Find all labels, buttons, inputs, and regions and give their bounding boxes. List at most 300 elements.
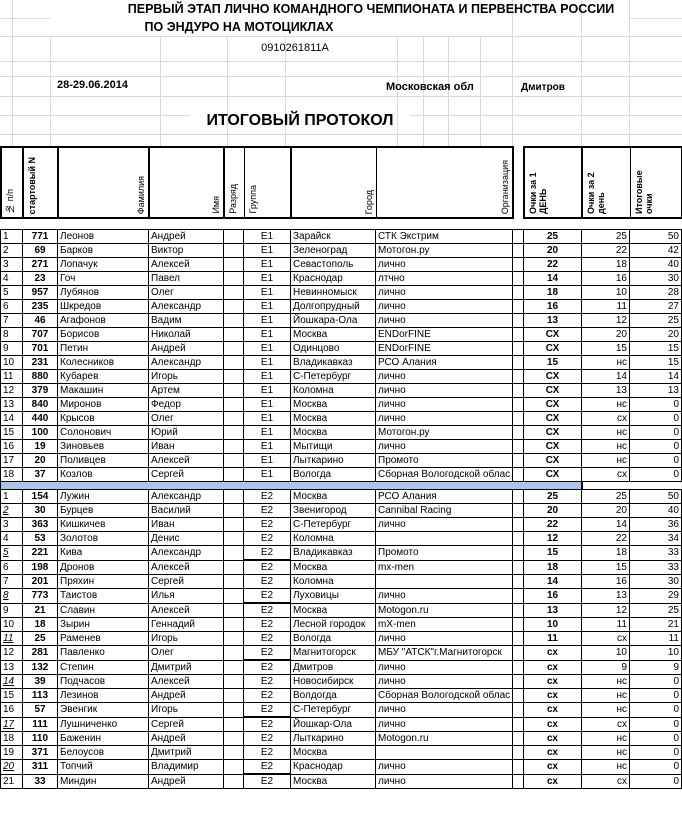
day2-points-cell: нс: [582, 689, 630, 703]
razryad-cell: [224, 660, 244, 675]
day1-points-cell: 18: [524, 560, 582, 575]
day2-points-cell: 22: [582, 532, 630, 546]
razryad-cell: [224, 589, 244, 604]
group-cell: Е1: [244, 258, 291, 272]
pos-cell: 12: [1, 384, 23, 398]
total-points-cell: 10: [630, 646, 682, 661]
lastname-cell: Гоч: [58, 272, 149, 286]
title-line-2: ПО ЭНДУРО НА МОТОЦИКЛАХ: [144, 20, 334, 34]
firstname-cell: Олег: [149, 412, 224, 426]
total-points-cell: 40: [630, 258, 682, 272]
start-number-cell: 113: [23, 689, 58, 703]
city-cell: Лыткарино: [291, 454, 376, 468]
group-cell: Е1: [244, 286, 291, 300]
razryad-cell: [224, 518, 244, 532]
org-cell: СТК Экстрим: [376, 230, 513, 244]
pos-cell: 4: [1, 272, 23, 286]
lastname-cell: Лубянов: [58, 286, 149, 300]
city-cell: Москва: [291, 328, 376, 342]
total-points-cell: 33: [630, 546, 682, 561]
org-cell: лично: [376, 314, 513, 328]
org-cell: Мотогон.ру: [376, 426, 513, 440]
start-number-cell: 57: [23, 703, 58, 718]
lastname-cell: Таистов: [58, 589, 149, 604]
col-header-firstname: Имя: [149, 147, 224, 218]
pos-cell: 19: [1, 746, 23, 760]
day2-points-cell: 12: [582, 314, 630, 328]
group-cell: Е2: [244, 760, 291, 775]
group-cell: Е1: [244, 440, 291, 454]
day2-points-cell: 25: [582, 490, 630, 504]
firstname-cell: Илья: [149, 589, 224, 604]
section-separator-empty: [630, 482, 682, 490]
lastname-cell: Кубарев: [58, 370, 149, 384]
city-cell: Лесной городок: [291, 618, 376, 632]
col-header-gap: [513, 147, 524, 218]
city-cell: Владикавказ: [291, 356, 376, 370]
table-row: [1, 342, 682, 356]
day2-points-cell: нс: [582, 760, 630, 775]
lastname-cell: Подчасов: [58, 675, 149, 689]
total-points-cell: 0: [630, 398, 682, 412]
city-cell: Москва: [291, 412, 376, 426]
razryad-cell: [224, 546, 244, 561]
table-row: [1, 717, 682, 732]
start-number-cell: 281: [23, 646, 58, 661]
gap-cell: [513, 618, 524, 632]
group-cell: Е1: [244, 342, 291, 356]
total-points-cell: 30: [630, 575, 682, 589]
razryad-cell: [224, 412, 244, 426]
day1-points-cell: 25: [524, 490, 582, 504]
org-cell: Motogon.ru: [376, 732, 513, 746]
city-cell: С-Петербург: [291, 370, 376, 384]
start-number-cell: 707: [23, 328, 58, 342]
table-row: [1, 689, 682, 703]
org-cell: Сборная Вологодской облас: [376, 468, 513, 482]
table-row: [1, 703, 682, 718]
table-row: [1, 230, 682, 244]
firstname-cell: Андрей: [149, 230, 224, 244]
city-cell: Йошкара-Ола: [291, 314, 376, 328]
table-row: [1, 356, 682, 370]
city-cell: Москва: [291, 426, 376, 440]
day2-points-cell: нс: [582, 356, 630, 370]
org-cell: Промото: [376, 454, 513, 468]
org-cell: лично: [376, 384, 513, 398]
lastname-cell: Зиновьев: [58, 440, 149, 454]
city-cell: С-Петербург: [291, 703, 376, 718]
gap-cell: [513, 490, 524, 504]
day2-points-cell: 15: [582, 342, 630, 356]
group-cell: Е2: [244, 546, 291, 561]
total-points-cell: 15: [630, 342, 682, 356]
group-cell: Е2: [244, 646, 291, 661]
firstname-cell: Олег: [149, 646, 224, 661]
start-number-cell: 773: [23, 589, 58, 604]
day2-points-cell: 9: [582, 660, 630, 675]
pos-cell: 11: [1, 370, 23, 384]
pos-cell: 2: [1, 244, 23, 258]
firstname-cell: Александр: [149, 546, 224, 561]
gap-cell: [513, 440, 524, 454]
pos-cell: 8: [1, 328, 23, 342]
razryad-cell: [224, 258, 244, 272]
table-row: [1, 398, 682, 412]
city-cell: Коломна: [291, 575, 376, 589]
gap-cell: [513, 689, 524, 703]
lastname-cell: Дронов: [58, 560, 149, 575]
firstname-cell: Павел: [149, 272, 224, 286]
razryad-cell: [224, 454, 244, 468]
pos-cell: 2: [1, 504, 23, 518]
razryad-cell: [224, 618, 244, 632]
gap-cell: [513, 286, 524, 300]
day1-points-cell: 12: [524, 532, 582, 546]
gap-cell: [513, 532, 524, 546]
section-separator-empty: [582, 482, 630, 490]
lastname-cell: Топчий: [58, 760, 149, 775]
day1-points-cell: 10: [524, 618, 582, 632]
day2-points-cell: 14: [582, 370, 630, 384]
group-cell: Е2: [244, 675, 291, 689]
start-number-cell: 363: [23, 518, 58, 532]
day2-points-cell: 15: [582, 560, 630, 575]
org-cell: Сборная Вологодской облас: [376, 689, 513, 703]
table-row: [1, 575, 682, 589]
group-cell: Е2: [244, 774, 291, 789]
org-cell: лично: [376, 300, 513, 314]
lastname-cell: Золотов: [58, 532, 149, 546]
day2-points-cell: 11: [582, 618, 630, 632]
day1-points-cell: СХ: [524, 328, 582, 342]
total-points-cell: 0: [630, 732, 682, 746]
lastname-cell: Лопачук: [58, 258, 149, 272]
pos-cell: 16: [1, 440, 23, 454]
razryad-cell: [224, 646, 244, 661]
day1-points-cell: 18: [524, 286, 582, 300]
group-cell: Е1: [244, 300, 291, 314]
day2-points-cell: 16: [582, 272, 630, 286]
org-cell: лично: [376, 589, 513, 604]
razryad-cell: [224, 703, 244, 718]
start-number-cell: 39: [23, 675, 58, 689]
city-cell: Москва: [291, 398, 376, 412]
event-city: Дмитров: [521, 82, 565, 93]
firstname-cell: Сергей: [149, 717, 224, 732]
start-number-cell: 231: [23, 356, 58, 370]
firstname-cell: Иван: [149, 440, 224, 454]
firstname-cell: Алексей: [149, 603, 224, 618]
pos-cell: 7: [1, 314, 23, 328]
total-points-cell: 0: [630, 746, 682, 760]
razryad-cell: [224, 244, 244, 258]
firstname-cell: Виктор: [149, 244, 224, 258]
org-cell: лично: [376, 518, 513, 532]
start-number-cell: 840: [23, 398, 58, 412]
firstname-cell: Геннадий: [149, 618, 224, 632]
firstname-cell: Денис: [149, 532, 224, 546]
start-number-cell: 235: [23, 300, 58, 314]
table-row: [1, 660, 682, 675]
gap-cell: [513, 732, 524, 746]
total-points-cell: 0: [630, 468, 682, 482]
firstname-cell: Андрей: [149, 774, 224, 789]
table-row: [1, 774, 682, 789]
total-points-cell: 0: [630, 717, 682, 732]
org-cell: Motogon.ru: [376, 603, 513, 618]
col-header-start-number: стартовый N: [23, 147, 58, 218]
org-cell: РСО Алания: [376, 490, 513, 504]
city-cell: Краснодар: [291, 760, 376, 775]
table-row: [1, 560, 682, 575]
day2-points-cell: нс: [582, 454, 630, 468]
group-cell: Е2: [244, 717, 291, 732]
table-row: [1, 746, 682, 760]
gap-cell: [513, 454, 524, 468]
razryad-cell: [224, 328, 244, 342]
total-points-cell: 21: [630, 618, 682, 632]
col-header-total-points: Итоговые очки: [630, 147, 682, 218]
org-cell: лично: [376, 675, 513, 689]
org-cell: лично: [376, 632, 513, 646]
table-row: [1, 454, 682, 468]
start-number-cell: 371: [23, 746, 58, 760]
table-row: [1, 504, 682, 518]
lastname-cell: Крысов: [58, 412, 149, 426]
pos-cell: 5: [1, 546, 23, 561]
org-cell: лично: [376, 412, 513, 426]
day1-points-cell: 11: [524, 632, 582, 646]
group-cell: Е1: [244, 384, 291, 398]
lastname-cell: Миронов: [58, 398, 149, 412]
razryad-cell: [224, 675, 244, 689]
day2-points-cell: нс: [582, 746, 630, 760]
gap-cell: [513, 300, 524, 314]
total-points-cell: 28: [630, 286, 682, 300]
gap-cell: [513, 774, 524, 789]
event-region: Московская обл: [386, 81, 474, 93]
day2-points-cell: нс: [582, 732, 630, 746]
total-points-cell: 9: [630, 660, 682, 675]
start-number-cell: 53: [23, 532, 58, 546]
pos-cell: 11: [1, 632, 23, 646]
lastname-cell: Бурцев: [58, 504, 149, 518]
total-points-cell: 0: [630, 703, 682, 718]
firstname-cell: Александр: [149, 490, 224, 504]
col-header-org: Организация: [376, 147, 513, 218]
pos-cell: 15: [1, 689, 23, 703]
results-table-header: [0, 146, 682, 219]
firstname-cell: Игорь: [149, 370, 224, 384]
group-cell: Е1: [244, 356, 291, 370]
day1-points-cell: сх: [524, 689, 582, 703]
gap-cell: [513, 746, 524, 760]
total-points-cell: 0: [630, 412, 682, 426]
razryad-cell: [224, 286, 244, 300]
day1-points-cell: СХ: [524, 426, 582, 440]
lastname-cell: Зырин: [58, 618, 149, 632]
razryad-cell: [224, 632, 244, 646]
group-cell: Е2: [244, 560, 291, 575]
day1-points-cell: сх: [524, 717, 582, 732]
city-cell: Коломна: [291, 532, 376, 546]
razryad-cell: [224, 370, 244, 384]
table-row: [1, 314, 682, 328]
pos-cell: 5: [1, 286, 23, 300]
razryad-cell: [224, 468, 244, 482]
gap-cell: [513, 314, 524, 328]
org-cell: [376, 746, 513, 760]
start-number-cell: 221: [23, 546, 58, 561]
firstname-cell: Юрий: [149, 426, 224, 440]
gap-cell: [513, 258, 524, 272]
city-cell: Москва: [291, 560, 376, 575]
firstname-cell: Игорь: [149, 703, 224, 718]
group-cell: Е2: [244, 660, 291, 675]
lastname-cell: Колесников: [58, 356, 149, 370]
city-cell: Москва: [291, 774, 376, 789]
start-number-cell: 21: [23, 603, 58, 618]
city-cell: Новосибирск: [291, 675, 376, 689]
org-cell: лично: [376, 286, 513, 300]
day1-points-cell: СХ: [524, 468, 582, 482]
razryad-cell: [224, 746, 244, 760]
gap-cell: [513, 370, 524, 384]
day2-points-cell: сх: [582, 717, 630, 732]
gap-cell: [513, 589, 524, 604]
lastname-cell: Павленко: [58, 646, 149, 661]
table-row: [1, 760, 682, 775]
razryad-cell: [224, 398, 244, 412]
pos-cell: 10: [1, 356, 23, 370]
pos-cell: 9: [1, 603, 23, 618]
lastname-cell: Славин: [58, 603, 149, 618]
group-cell: Е1: [244, 412, 291, 426]
day1-points-cell: 14: [524, 272, 582, 286]
event-date: 28-29.06.2014: [57, 79, 128, 91]
group-cell: Е2: [244, 703, 291, 718]
city-cell: Дмитров: [291, 660, 376, 675]
table-row: [1, 603, 682, 618]
day1-points-cell: 15: [524, 546, 582, 561]
group-cell: Е1: [244, 272, 291, 286]
group-cell: Е2: [244, 589, 291, 604]
firstname-cell: Дмитрий: [149, 660, 224, 675]
org-cell: лтчно: [376, 272, 513, 286]
org-cell: Cannibal Racing: [376, 504, 513, 518]
city-cell: Йошкар-Ола: [291, 717, 376, 732]
group-cell: Е2: [244, 689, 291, 703]
lastname-cell: Кишкичев: [58, 518, 149, 532]
day2-points-cell: сх: [582, 632, 630, 646]
table-row: [1, 675, 682, 689]
city-cell: С-Петербург: [291, 518, 376, 532]
gap-cell: [513, 342, 524, 356]
gap-cell: [513, 328, 524, 342]
firstname-cell: Сергей: [149, 468, 224, 482]
total-points-cell: 50: [630, 490, 682, 504]
start-number-cell: 379: [23, 384, 58, 398]
lastname-cell: Агафонов: [58, 314, 149, 328]
gap-cell: [513, 575, 524, 589]
day1-points-cell: сх: [524, 732, 582, 746]
lastname-cell: Баженин: [58, 732, 149, 746]
start-number-cell: 37: [23, 468, 58, 482]
day2-points-cell: 13: [582, 384, 630, 398]
day1-points-cell: сх: [524, 675, 582, 689]
org-cell: лично: [376, 774, 513, 789]
table-row: [1, 244, 682, 258]
lastname-cell: Козлов: [58, 468, 149, 482]
start-number-cell: 19: [23, 440, 58, 454]
col-header-group: Группа: [244, 147, 291, 218]
org-cell: mX-men: [376, 618, 513, 632]
total-points-cell: 0: [630, 426, 682, 440]
razryad-cell: [224, 426, 244, 440]
total-points-cell: 29: [630, 589, 682, 604]
day2-points-cell: 10: [582, 286, 630, 300]
org-cell: Мотогон.ру: [376, 244, 513, 258]
pos-cell: 7: [1, 575, 23, 589]
firstname-cell: Андрей: [149, 342, 224, 356]
day2-points-cell: 20: [582, 328, 630, 342]
org-cell: лично: [376, 660, 513, 675]
firstname-cell: Артем: [149, 384, 224, 398]
city-cell: Долгопрудный: [291, 300, 376, 314]
gap-cell: [513, 504, 524, 518]
gap-cell: [513, 560, 524, 575]
table-row: [1, 370, 682, 384]
lastname-cell: Поливцев: [58, 454, 149, 468]
lastname-cell: Барков: [58, 244, 149, 258]
org-cell: ENDorFINE: [376, 328, 513, 342]
start-number-cell: 100: [23, 426, 58, 440]
gap-cell: [513, 632, 524, 646]
pos-cell: 8: [1, 589, 23, 604]
gap-cell: [513, 518, 524, 532]
razryad-cell: [224, 774, 244, 789]
lastname-cell: Степин: [58, 660, 149, 675]
gap-cell: [513, 384, 524, 398]
day1-points-cell: СХ: [524, 454, 582, 468]
gap-cell: [513, 546, 524, 561]
pos-cell: 1: [1, 230, 23, 244]
firstname-cell: Олег: [149, 286, 224, 300]
day2-points-cell: сх: [582, 774, 630, 789]
day2-points-cell: 22: [582, 244, 630, 258]
group-cell: Е2: [244, 504, 291, 518]
start-number-cell: 110: [23, 732, 58, 746]
firstname-cell: Александр: [149, 356, 224, 370]
city-cell: Невинномыск: [291, 286, 376, 300]
group-cell: Е2: [244, 603, 291, 618]
org-cell: лично: [376, 760, 513, 775]
group-cell: Е2: [244, 632, 291, 646]
razryad-cell: [224, 230, 244, 244]
total-points-cell: 25: [630, 603, 682, 618]
city-cell: Звенигород: [291, 504, 376, 518]
day2-points-cell: нс: [582, 703, 630, 718]
title-line-1: ПЕРВЫЙ ЭТАП ЛИЧНО КОМАНДНОГО ЧЕМПИОНАТА И ПЕРВЕНСТВА РОССИИ: [127, 2, 615, 16]
start-number-cell: 154: [23, 490, 58, 504]
group-cell: Е1: [244, 398, 291, 412]
start-number-cell: 311: [23, 760, 58, 775]
col-header-lastname: Фамилия: [58, 147, 149, 218]
day1-points-cell: СХ: [524, 384, 582, 398]
razryad-cell: [224, 504, 244, 518]
total-points-cell: 14: [630, 370, 682, 384]
